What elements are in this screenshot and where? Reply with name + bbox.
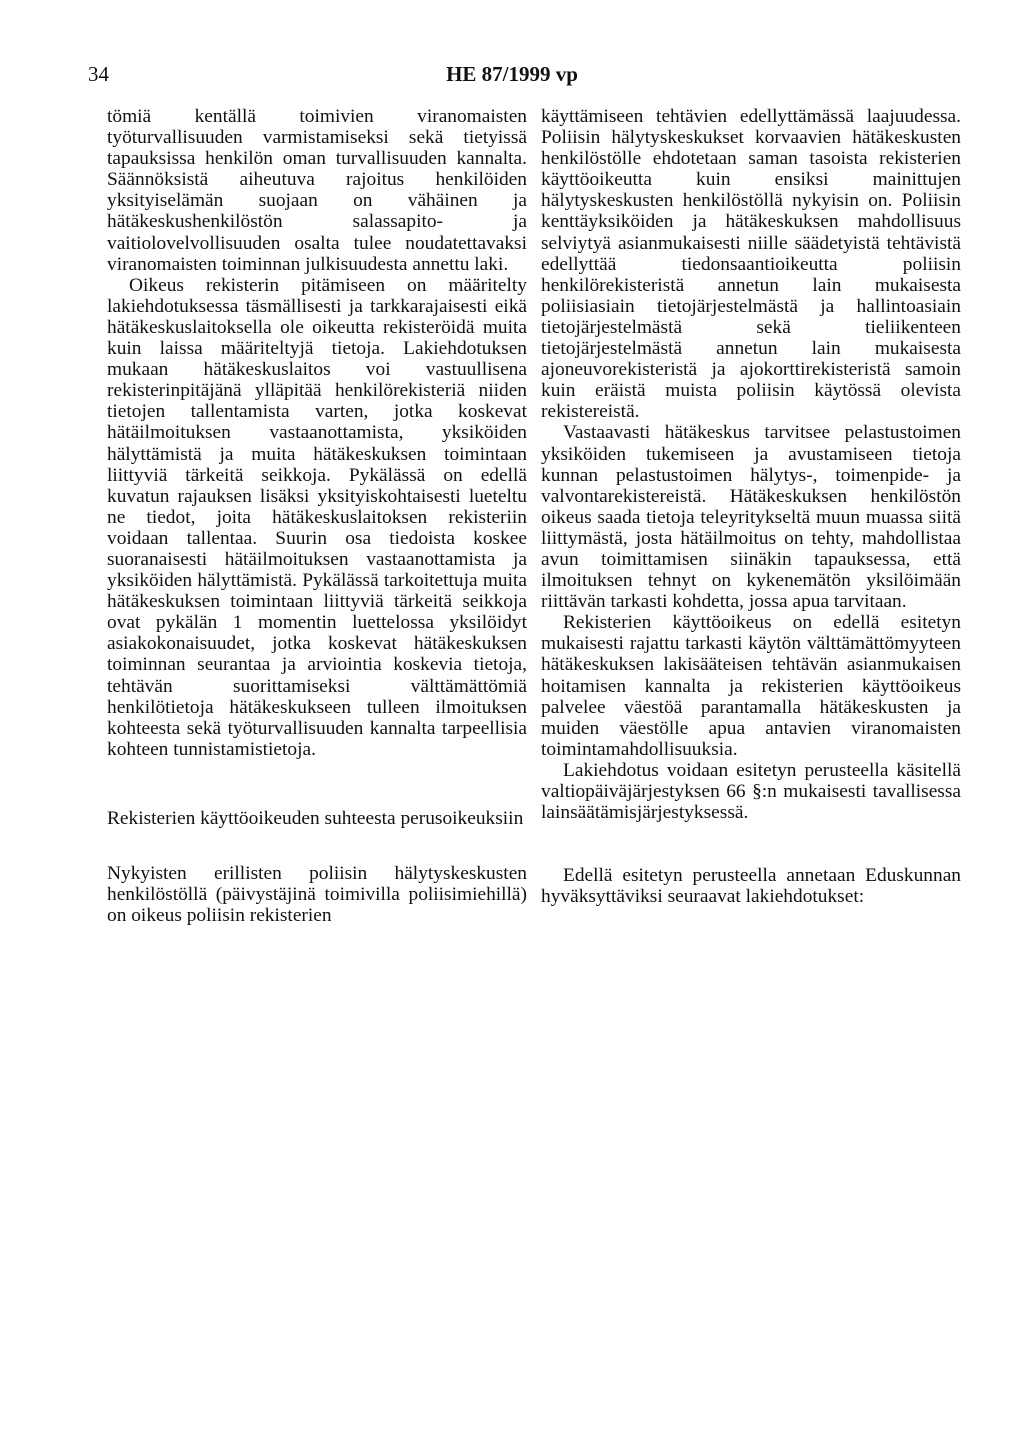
right-paragraph-1: käyttämiseen tehtävien edellyttämässä laajuudessa. Poliisin hälytyskeskukset korvaavien hätäkeskusten henkilöstölle ehdotetaan saman tasoista rekisterien käyttöoikeutta kuin ensiksi mainittujen hälytyskeskusten henkilöstöllä nykyisin on. Poliisin kenttäyksiköiden ja hätäkeskuksen mahdollisuus selviytyä asianmukaisesti niille säädetyistä tehtävistä edellyttää tiedonsaantioikeutta poliisin henkilörekisteristä annetun lain mukaisesta poliisiasiain tietojärjestelmästä ja hallintoasiain tietojärjestelmästä sekä tieliikenteen tietojärjestelmästä annetun lain mukaisesta ajoneuvorekisteristä ja ajokorttirekisteristä samoin kuin eräistä muista poliisin käytössä olevista rekistereistä. [541,106,961,423]
left-paragraph-3: Nykyisten erillisten poliisin hälytyskeskusten henkilöstöllä (päivystäjinä toimivilla poliisimiehillä) on oikeus poliisin rekisterien [107,863,527,927]
closing-statement: Edellä esitetyn perusteella annetaan Eduskunnan hyväksyttäviksi seuraavat lakiehdotukset: [541,865,961,908]
left-paragraph-1: tömiä kentällä toimivien viranomaisten työturvallisuuden varmistamiseksi sekä tietyissä tapauksissa henkilön oman turvallisuuden kannalta. Säännöksistä aiheutuva rajoitus henkilöiden yksityiselämän suojaan on vähäinen ja hätäkeskushenkilöstön salassapito- ja vaitiolovelvollisuuden osalta tulee noudatettavaksi viranomaisten toiminnan julkisuudesta annettu laki. [107,106,527,275]
right-paragraph-2: Vastaavasti hätäkeskus tarvitsee pelastustoimen yksiköiden tukemiseen ja avustamiseen tietoja kunnan pelastustoimen hälytys-, toimenpide- ja valvontarekistereistä. Hätäkeskuksen henkilöstön oikeus saada tietoja teleyritykseltä muun muassa siitä liittymästä, josta hätäilmoitus on tehty, mahdollistaa avun toimittamisen siinäkin tapauksessa, että ilmoituksen tehnyt on kykenemätön yksilöimään riittävän tarkasti kohdetta, jossa apua tarvitaan. [541,422,961,613]
right-paragraph-3: Rekisterien käyttöoikeus on edellä esitetyn mukaisesti rajattu tarkasti käytön välttämättömyyteen hätäkeskuksen lakisääteisen tehtävän asianmukaisen hoitamisen kannalta ja rekisterien käyttöoikeus palvelee väestöä parantamalla hätäkeskusten ja muiden väestölle apua antavien viranomaisten toimintamahdollisuuksia. [541,612,961,760]
right-paragraph-4: Lakiehdotus voidaan esitetyn perusteella käsitellä valtiopäiväjärjestyksen 66 §:n mukaisesti tavallisessa lainsäätämisjärjestyksessä. [541,759,961,824]
right-column [541,106,961,907]
section-heading: Rekisterien käyttöoikeuden suhteesta perusoikeuksiin [107,807,524,829]
document-id: HE 87/1999 vp [446,62,578,86]
left-paragraph-2: Oikeus rekisterin pitämiseen on määritelty lakiehdotuksessa täsmällisesti ja tarkkarajaisesti eikä hätäkeskuslaitoksella ole oikeutta rekisteröidä muita kuin laissa määriteltyjä tietoja. Lakiehdotuksen mukaan hätäkeskuslaitos voi vastuullisena rekisterinpitäjänä ylläpitää henkilörekisteriä niiden tietojen tallentamista varten, jotka koskevat hätäilmoituksen vastaanottamista, yksiköiden hälyttämistä ja muita hätäkeskuksen toimintaan liittyviä tärkeitä seikkoja. Pykälässä on edellä kuvatun rajauksen lisäksi yksityiskohtaisesti lueteltu ne tiedot, joita hätäkeskuslaitoksen rekisteriin voidaan tallentaa. Suurin osa tiedoista koskee suoranaisesti hätäilmoituksen vastaanottamista ja yksiköiden hälyttämistä. Pykälässä tarkoitettuja muita hätäkeskuksen toimintaan liittyviä tärkeitä seikkoja ovat pykälän 1 momentin luettelossa yksilöidyt asiakokonaisuudet, jotka koskevat hätäkeskuksen toiminnan seurantaa ja arviointia koskevia tietoja, tehtävän suorittamiseksi välttämättömiä henkilötietoja hätäkeskukseen tulleen ilmoituksen kohteesta sekä työturvallisuuden kannalta tarpeellisia kohteen tunnistamistietoja. [107,274,527,760]
page-number: 34 [88,62,109,86]
left-column [107,106,527,926]
